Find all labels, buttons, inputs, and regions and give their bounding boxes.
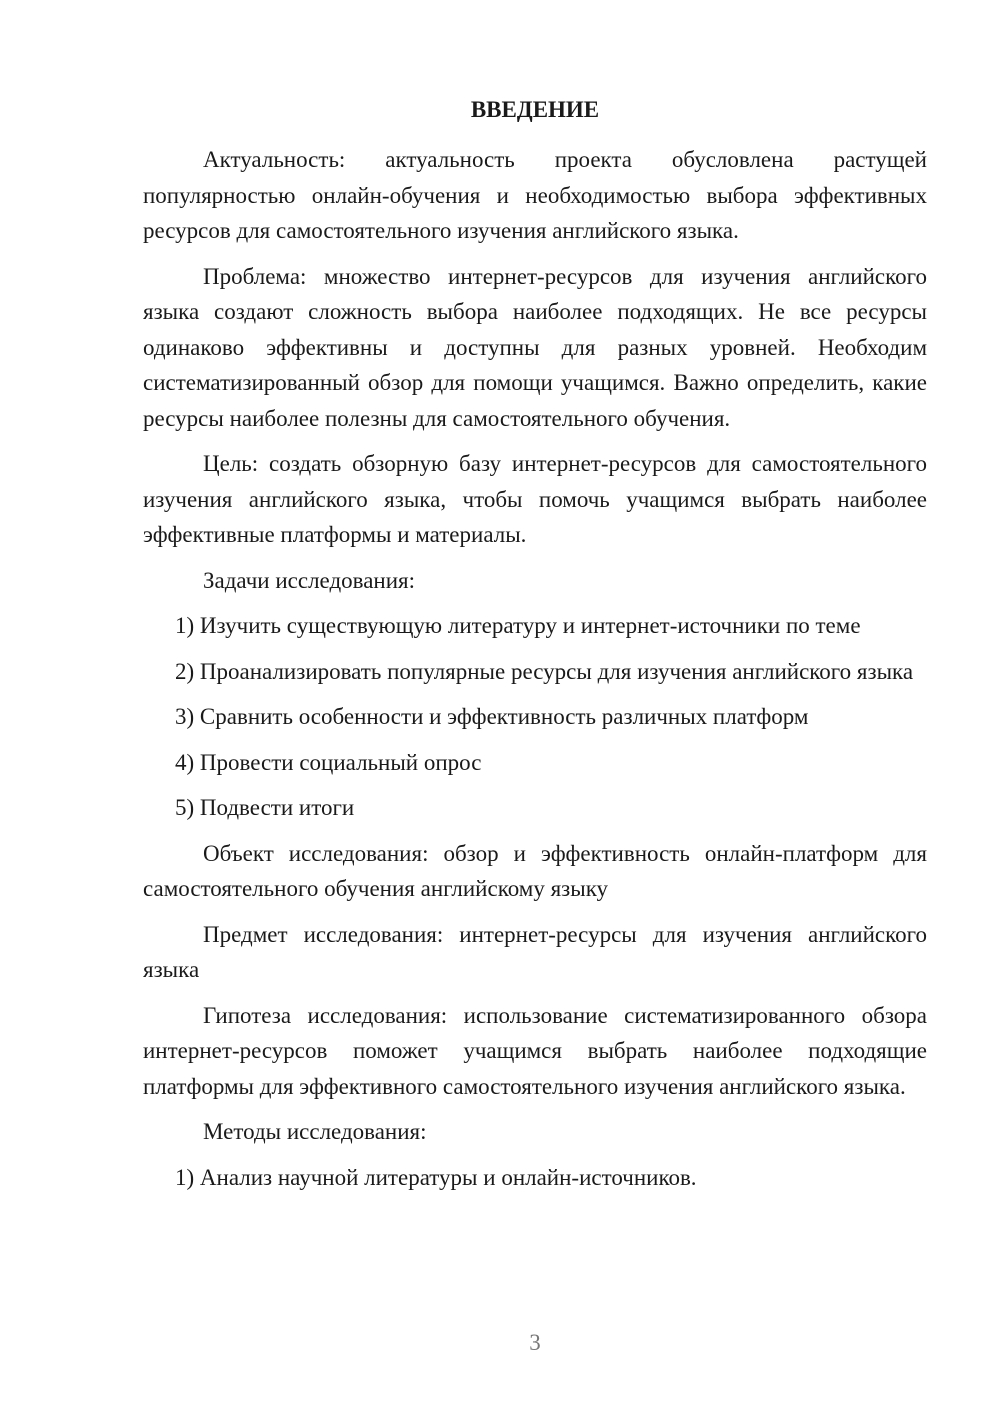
tasks-heading: Задачи исследования:	[203, 567, 416, 593]
page-content	[143, 92, 927, 1195]
task-item: 4) Провести социальный опрос	[175, 749, 482, 775]
relevance-paragraph: Актуальность: актуальность проекта обусловлена растущей популярностью онлайн-обучения и необходимостью выбора эффективных ресурсов для самостоятельного изучения английского языка.	[143, 147, 927, 243]
method-item: 1) Анализ научной литературы и онлайн-источников.	[175, 1164, 697, 1190]
methods-heading: Методы исследования:	[203, 1119, 427, 1144]
task-item: 1) Изучить существующую литературу и интернет-источники по теме	[175, 613, 861, 638]
section-title: ВВЕДЕНИЕ	[470, 97, 600, 122]
object-paragraph: Объект исследования: обзор и эффективность онлайн-платформ для самостоятельного обучения английскому языку	[143, 840, 927, 901]
task-item: 2) Проанализировать популярные ресурсы для изучения английского языка	[175, 658, 914, 684]
task-item: 3) Сравнить особенности и эффективность различных платформ	[175, 704, 809, 729]
problem-paragraph: Проблема: множество интернет-ресурсов для изучения английского языка создают сложность выбора наиболее подходящих. Не все ресурсы одинаково эффективны и доступны для разных уровней. Необходим систематизированный обзор для помощи учащимся. Важно определить, какие ресурсы наиболее полезны для самостоятельного обучения.	[143, 263, 927, 431]
subject-paragraph: Предмет исследования: интернет-ресурсы для изучения английского языка	[143, 921, 927, 982]
task-item: 5) Подвести итоги	[175, 795, 355, 820]
goal-paragraph: Цель: создать обзорную базу интернет-ресурсов для самостоятельного изучения английского языка, чтобы помочь учащимся выбрать наиболее эффективные платформы и материалы.	[143, 451, 927, 547]
hypothesis-paragraph: Гипотеза исследования: использование систематизированного обзора интернет-ресурсов поможет учащимся выбрать наиболее подходящие платформы для эффективного самостоятельного изучения английского языка.	[143, 1002, 927, 1099]
page-number: 3	[529, 1330, 541, 1355]
